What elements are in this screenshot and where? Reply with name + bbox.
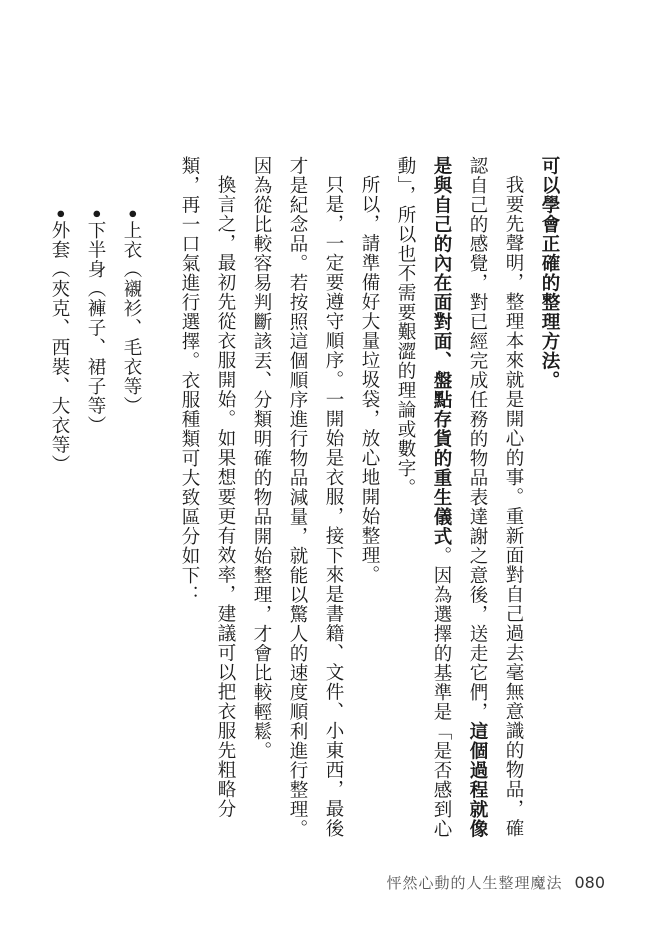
vertical-text-body	[41, 156, 567, 856]
list-item	[113, 156, 149, 856]
list-item-text: 上衣（襯衫、毛衣等）	[121, 220, 142, 416]
bullet-icon: •	[85, 208, 106, 221]
list-item-text: 下半身（褲子、裙子等）	[85, 220, 106, 436]
bullet-icon: •	[49, 208, 70, 221]
bullet-icon: •	[121, 208, 142, 221]
paragraph-1-text-b: 。因為選擇的基準是「是否感到心動」，所以也不需要艱澀的理論或數字。	[395, 156, 452, 839]
page-number: 080	[574, 873, 605, 892]
heading-line: 可以學會正確的整理方法。	[539, 156, 560, 390]
list-item-text: 外套（夾克、西裝、大衣等）	[49, 220, 70, 475]
page-footer	[386, 872, 605, 893]
list-item	[77, 156, 113, 856]
paragraph-4: 換言之，最初先從衣服開始。如果想要更有效率，建議可以把衣服先粗略分類，再一口氣進行選擇。衣服種類可大致區分如下：	[179, 156, 236, 818]
paragraph-1-bold: 這個過程就像是與自己的內在面對面、盤點存貨的重生儀式	[431, 156, 488, 839]
paragraph-2: 所以，請準備好大量垃圾袋，放心地開始整理。	[359, 174, 380, 584]
paragraph-1	[387, 156, 531, 856]
paragraph-1-text-a: 我要先聲明，整理本來就是開心的事。重新面對自己過去毫無意識的物品，確認自己的感覺，對已經完成任務的物品表達謝之意後，送走它們，	[467, 156, 524, 838]
list-item	[41, 156, 77, 856]
book-title: 怦然心動的人生整理魔法	[386, 874, 563, 892]
paragraph-3: 只是，一定要遵守順序。一開始是衣服，接下來是書籍、文件、小東西，最後才是紀念品。若按照這個順序進行物品減量，就能以驚人的速度順利進行整理。因為從比較容易判斷該丟、分類明確的物品開始整理，才會比較輕鬆。	[251, 156, 344, 839]
